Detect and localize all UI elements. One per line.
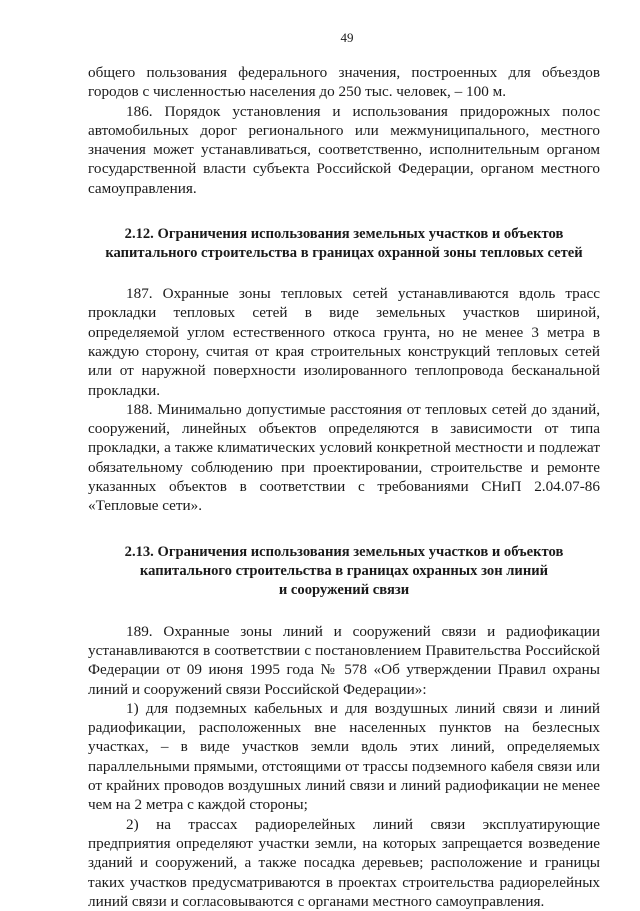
heading-line: 2.12. Ограничения использования земельных участков и объектов [124,226,564,243]
paragraph-188: 188. Минимально допустимые расстояния от тепловых сетей до зданий, сооружений, линейных объектов определяются в зависимости от типа прокладки, а также климатических условий конкретной местности и подлежат обязательному соблюдению при проектировании, строительстве и ремонте указанных объектов в соответствии с требованиями СНиП 2.04.07-86 «Тепловые сети». [88,400,600,515]
document-page [88,30,600,911]
heading-line: капитального строительства в границах охранной зоны тепловых сетей [105,245,583,262]
heading-line: 2.13. Ограничения использования земельных участков и объектов [124,543,564,560]
paragraph-187: 187. Охранные зоны тепловых сетей устанавливаются вдоль трасс прокладки тепловых сетей в виде земельных участков шириной, определяемой углом естественного откоса грунта, но не менее 3 метра в каждую сторону, считая от края строительных конструкций тепловых сетей или от наружной поверхности изолированного теплопровода бесканальной прокладки. [88,285,600,399]
section-heading-2-13 [88,543,600,600]
list-item-2: 2) на трассах радиорелейных линий связи эксплуатирующие предприятия определяют участки земли, на которых запрещается возведение зданий и сооружений, а также посадка деревьев; расположение и границы таких участков предусматриваются в проектах строительства радиорелейных линий связи и согласовываются с органами местного самоуправления. [88,815,600,910]
paragraph-continuation: общего пользования федерального значения, построенных для объездов городов с численностью населения до 250 тыс. человек, – 100 м. [88,64,600,101]
list-item-1: 1) для подземных кабельных и для воздушных линий связи и линий радиофикации, расположенных вне населенных пунктов на безлесных участках, – в виде участков земли вдоль этих линий, определяемых параллельными прямыми, отстоящими от трассы подземного кабеля связи или от крайних проводов воздушных линий связи и линий радиофикации не менее чем на 2 метра с каждой стороны; [88,699,600,814]
section-heading-2-12 [88,225,600,263]
heading-line: капитального строительства в границах охранных зон линий [139,562,549,579]
paragraph-186: 186. Порядок установления и использования придорожных полос автомобильных дорог регионального или межмуниципального, местного значения может устанавливаться, соответственно, исполнительным органом государственной власти субъекта Российской Федерации, органом местного самоуправления. [88,102,600,197]
page-number: 49 [340,30,354,45]
paragraph-189: 189. Охранные зоны линий и сооружений связи и радиофикации устанавливаются в соответствии с постановлением Правительства Российской Федерации от 09 июня 1995 года № 578 «Об утверждении Правил охраны линий и сооружений связи Российской Федерации»: [88,622,600,698]
heading-line: и сооружений связи [278,581,410,598]
